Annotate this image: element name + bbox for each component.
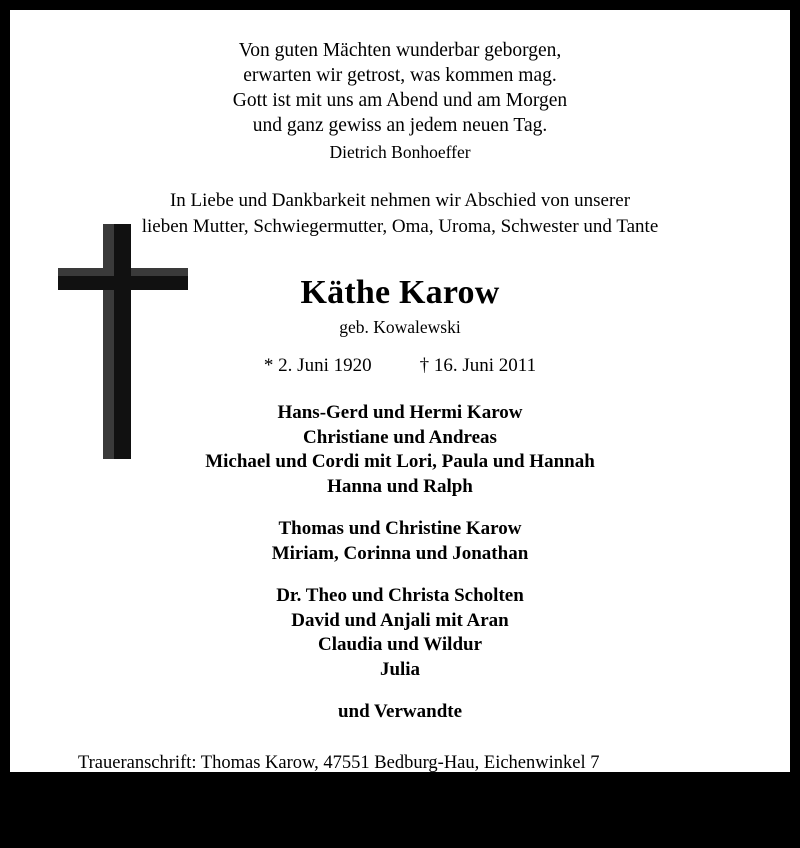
family-line: Hans-Gerd und Hermi Karow <box>277 402 523 423</box>
relatives-line: und Verwandte <box>337 701 463 722</box>
poem-block <box>34 38 766 164</box>
family-line: David und Anjali mit Aran <box>291 609 509 631</box>
funeral-service-info <box>78 798 736 848</box>
family-group <box>34 517 766 566</box>
cross-vertical-bar <box>114 224 131 459</box>
birth-date: * 2. Juni 1920 <box>263 355 372 376</box>
family-line: Michael und Cordi mit Lori, Paula und Hannah <box>205 451 595 472</box>
page-title: Käthe Karow <box>300 274 500 311</box>
obituary-content <box>10 10 790 845</box>
family-line: Dr. Theo und Christa Scholten <box>276 585 524 606</box>
poem-line: Von guten Mächten wunderbar geborgen, <box>238 40 562 61</box>
cross-icon <box>58 224 188 459</box>
family-line: Claudia und Wildur <box>317 634 483 655</box>
maiden-name: geb. Kowalewski <box>339 317 461 337</box>
poem-line: erwarten wir getrost, was kommen mag. <box>243 65 557 86</box>
mourning-address: Traueranschrift: Thomas Karow, 47551 Bedburg-Hau, Eichenwinkel 7 <box>78 752 600 773</box>
family-group <box>34 584 766 682</box>
service-line: Der Trauergottesdienst ist am Mittwoch, dem 22. Juni 2011, um 14.00 Uhr in der <box>78 799 678 820</box>
death-date: † 16. Juni 2011 <box>419 355 537 376</box>
poem-author: Dietrich Bonhoeffer <box>329 142 471 162</box>
family-line: Hanna und Ralph <box>327 475 473 497</box>
poem-line: und ganz gewiss an jedem neuen Tag. <box>252 115 548 136</box>
service-line: alten St. Antonius-Kirche Hau; anschließend findet die Beisetzung statt. <box>78 824 611 845</box>
cross-vertical-shadow <box>103 224 114 459</box>
intro-line: lieben Mutter, Schwiegermutter, Oma, Uroma, Schwester und Tante <box>141 216 659 237</box>
intro-line: In Liebe und Dankbarkeit nehmen wir Abschied von unserer <box>169 190 631 211</box>
family-line: Julia <box>379 658 421 680</box>
family-line: Miriam, Corinna und Jonathan <box>271 542 529 564</box>
footer-block <box>34 751 766 848</box>
poem-line: Gott ist mit uns am Abend und am Morgen <box>232 90 568 111</box>
family-line: Christiane und Andreas <box>303 426 497 448</box>
family-line: Thomas und Christine Karow <box>278 518 522 539</box>
